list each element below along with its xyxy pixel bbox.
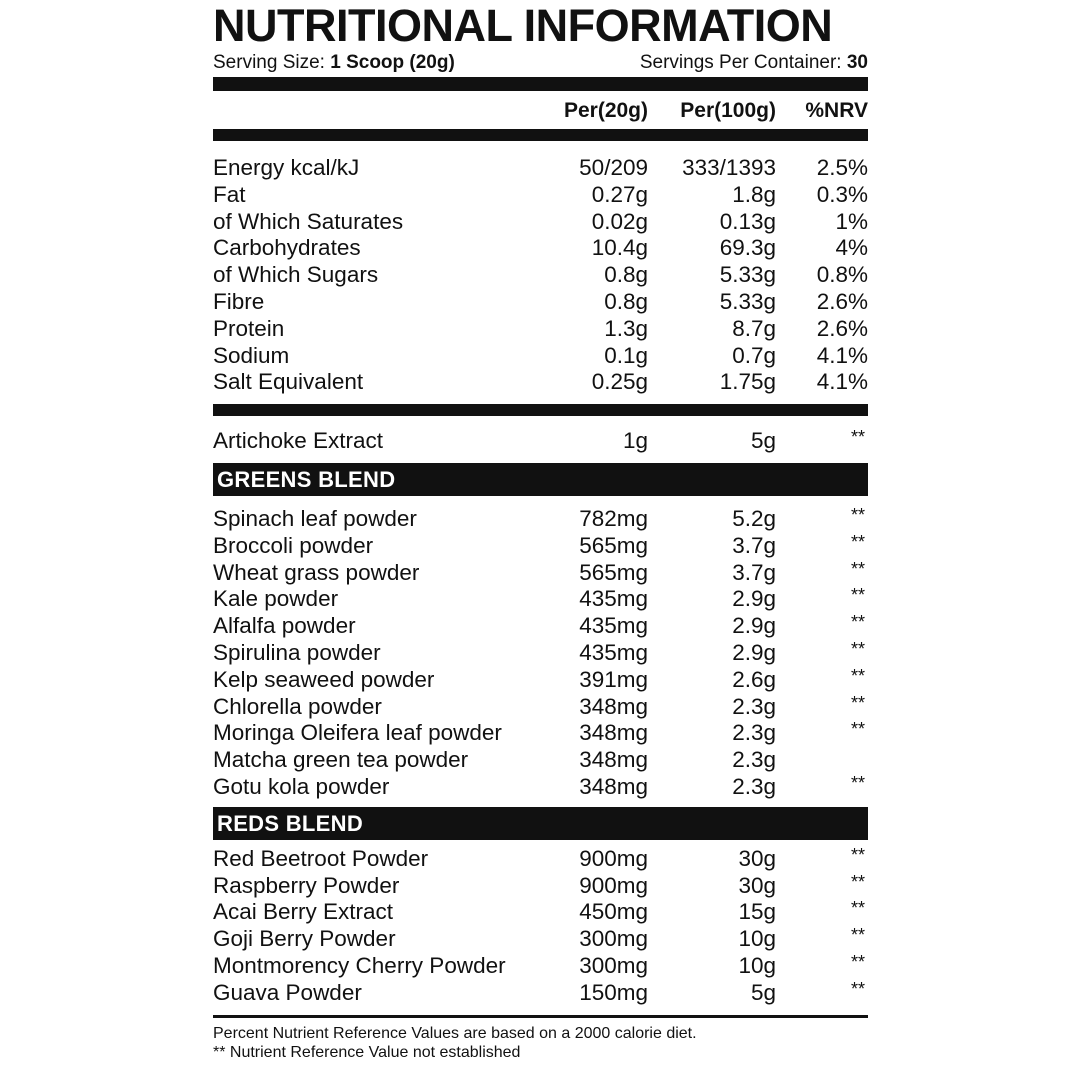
row-nrv: 2.6% [816,315,868,341]
table-row [213,640,868,667]
row-name: Gotu kola powder [213,773,390,799]
servings-per-container [640,52,868,74]
table-row [213,155,868,182]
row-per-100: 0.7g [732,342,776,368]
row-name: Energy kcal/kJ [213,155,360,180]
row-nrv: 0.3% [816,181,868,207]
row-per-100: 10g [738,926,776,952]
row-name: Goji Berry Powder [213,926,396,952]
row-per-serving: 0.25g [591,369,648,395]
row-name: Fibre [213,288,265,314]
row-per-100: 2.6g [732,666,776,692]
row-per-serving: 435mg [579,639,648,665]
servings-per-container-label: Servings Per Container: [639,52,847,73]
row-per-serving: 348mg [579,773,648,799]
row-per-serving: 0.8g [604,262,648,288]
row-per-100: 1.75g [719,369,776,395]
serving-size-label: Serving Size: [213,52,331,73]
row-name: Sodium [213,342,290,368]
table-row [213,873,868,900]
divider [213,77,868,91]
row-per-serving: 900mg [579,872,648,898]
row-name: Guava Powder [213,979,362,1005]
row-nrv: ** [850,719,865,740]
row-per-serving: 300mg [579,952,648,978]
row-nrv: ** [850,951,865,972]
row-per-100: 5.33g [719,262,776,288]
row-per-100: 5g [750,979,776,1005]
row-nrv: ** [850,925,865,946]
row-per-100: 2.3g [732,747,776,773]
row-nrv: 4.1% [816,342,868,368]
row-per-100: 30g [738,872,776,898]
table-row [213,369,868,396]
row-nrv: ** [850,844,865,865]
table-row [213,747,868,774]
row-per-100: 15g [738,899,776,925]
greens-blend-heading: GREENS BLEND [213,463,868,496]
reds-blend-table [213,846,868,1007]
table-row [213,846,868,873]
footnote-not-established: ** Nutrient Reference Value not established [213,1043,521,1061]
table-row [213,506,868,533]
row-nrv: 2.5% [816,155,868,180]
table-row [213,899,868,926]
row-per-100: 1.8g [732,181,776,207]
row-per-serving: 1g [622,428,648,454]
row-nrv: ** [850,638,865,659]
table-row [213,694,868,721]
table-row [213,316,868,343]
row-nrv: ** [850,612,865,633]
row-per-100: 8.7g [732,315,776,341]
row-nrv: ** [850,531,865,552]
serving-size-value: 1 Scoop (20g) [330,52,455,73]
row-name: Red Beetroot Powder [213,845,429,871]
row-nrv: ** [850,585,865,606]
row-per-100: 2.3g [732,773,776,799]
row-name: Carbohydrates [213,235,361,261]
table-row [213,720,868,747]
row-name: Broccoli powder [213,532,374,558]
row-nrv: 4% [835,235,868,261]
table-row [213,667,868,694]
row-name: Alfalfa powder [213,613,356,639]
table-row [213,560,868,587]
row-name: Spinach leaf powder [213,505,417,531]
footnote-nrv: Percent Nutrient Reference Values are based on a 2000 calorie diet. [213,1024,697,1042]
table-row [213,613,868,640]
table-row [213,533,868,560]
row-name: Salt Equivalent [213,369,364,395]
column-header [213,91,868,129]
artichoke-table [213,428,868,455]
row-nrv: 1% [835,208,868,234]
row-name: Fat [213,181,246,207]
row-per-serving: 565mg [579,559,648,585]
row-nrv: ** [850,772,865,793]
row-nrv: ** [850,427,865,448]
label-title: NUTRITIONAL INFORMATION [213,0,833,51]
table-row [213,343,868,370]
divider [213,404,868,416]
row-per-serving: 0.1g [604,342,648,368]
row-nrv: ** [850,504,865,525]
row-name: Acai Berry Extract [213,899,394,925]
row-per-100: 3.7g [732,532,776,558]
row-per-100: 10g [738,952,776,978]
serving-size [213,52,455,74]
table-row [213,926,868,953]
row-per-100: 3.7g [732,559,776,585]
row-per-100: 2.9g [732,639,776,665]
row-name: Protein [213,315,285,341]
row-name: Raspberry Powder [213,872,400,898]
row-per-serving: 348mg [579,693,648,719]
row-per-serving: 782mg [579,505,648,531]
row-per-serving: 150mg [579,979,648,1005]
servings-per-container-value: 30 [846,52,868,73]
row-per-serving: 0.02g [591,208,648,234]
row-per-serving: 50/209 [579,155,648,180]
row-name: of Which Saturates [213,208,404,234]
row-per-serving: 435mg [579,613,648,639]
row-per-100: 30g [738,845,776,871]
table-row [213,980,868,1007]
row-per-100: 69.3g [719,235,776,261]
row-name: Kelp seaweed powder [213,666,435,692]
row-name: Moringa Oleifera leaf powder [213,720,502,746]
row-per-100: 0.13g [719,208,776,234]
row-name: Chlorella powder [213,693,382,719]
table-row [213,953,868,980]
table-row [213,428,868,455]
row-per-100: 2.9g [732,613,776,639]
row-per-100: 5.33g [719,288,776,314]
serving-info [213,52,868,74]
row-per-serving: 10.4g [591,235,648,261]
row-per-serving: 348mg [579,720,648,746]
row-per-100: 2.3g [732,693,776,719]
row-per-serving: 0.8g [604,288,648,314]
row-nrv: 2.6% [816,288,868,314]
row-nrv: ** [850,558,865,579]
row-per-serving: 900mg [579,845,648,871]
table-row [213,209,868,236]
row-nrv: ** [850,692,865,713]
row-per-100: 2.9g [732,586,776,612]
reds-blend-heading: REDS BLEND [213,807,868,840]
row-per-100: 333/1393 [682,155,776,180]
row-per-serving: 391mg [579,666,648,692]
row-name: Artichoke Extract [213,428,384,454]
column-per-serving: Per(20g) [563,99,648,122]
greens-blend-table [213,506,868,801]
row-nrv: ** [850,665,865,686]
row-nrv: ** [850,898,865,919]
row-per-serving: 348mg [579,747,648,773]
row-name: Spirulina powder [213,639,381,665]
row-nrv: 4.1% [816,369,868,395]
table-row [213,774,868,801]
divider [213,129,868,141]
row-name: of Which Sugars [213,262,379,288]
row-per-serving: 1.3g [604,315,648,341]
column-nrv: %NRV [805,99,868,122]
nutrition-label [213,0,868,1062]
table-row [213,262,868,289]
table-row [213,235,868,262]
row-per-serving: 565mg [579,532,648,558]
row-nrv: ** [850,871,865,892]
row-name: Wheat grass powder [213,559,420,585]
nutrient-table [213,155,868,396]
row-per-serving: 450mg [579,899,648,925]
table-row [213,289,868,316]
row-per-100: 5.2g [732,505,776,531]
row-name: Montmorency Cherry Powder [213,952,506,978]
row-per-100: 2.3g [732,720,776,746]
table-row [213,586,868,613]
row-per-100: 5g [750,428,776,454]
row-per-serving: 0.27g [591,181,648,207]
row-nrv: ** [850,978,865,999]
row-name: Kale powder [213,586,339,612]
row-name: Matcha green tea powder [213,747,469,773]
row-per-serving: 435mg [579,586,648,612]
row-nrv: 0.8% [816,262,868,288]
table-row [213,182,868,209]
column-per-100: Per(100g) [680,99,776,122]
row-per-serving: 300mg [579,926,648,952]
